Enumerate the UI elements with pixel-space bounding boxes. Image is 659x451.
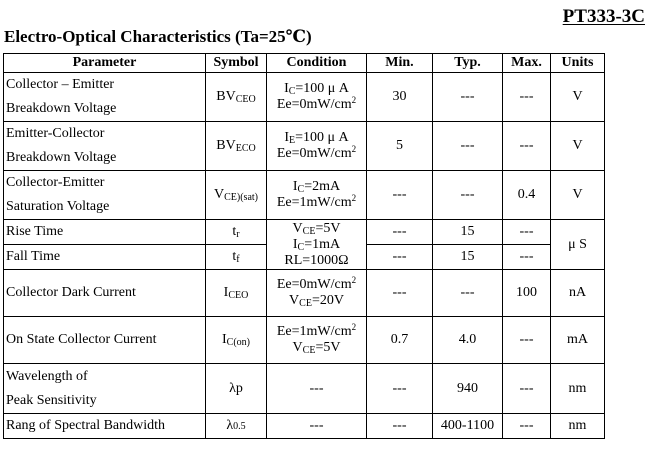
- min-cell: ---: [367, 245, 433, 270]
- condition-superscript: 2: [351, 144, 357, 154]
- condition-cell: [267, 122, 367, 171]
- table-row: [4, 122, 605, 171]
- parameter-cell: [4, 171, 206, 220]
- typ-cell: ---: [433, 171, 503, 220]
- typ-cell: ---: [433, 73, 503, 122]
- header-condition: Condition: [267, 54, 367, 73]
- parameter-text: Collector-Emitter: [6, 175, 105, 190]
- symbol-subscript: CEO: [228, 290, 249, 301]
- min-cell: ---: [367, 364, 433, 414]
- symbol-subscript: CE)(sat): [224, 192, 258, 203]
- condition-subscript: CE: [302, 345, 316, 356]
- parameter-cell: [4, 364, 206, 414]
- min-cell: ---: [367, 414, 433, 439]
- condition-subscript: CE: [302, 225, 316, 237]
- symbol-cell: [206, 270, 267, 317]
- condition-text: Ee=1mW/cm: [276, 195, 352, 210]
- unit-cell: nm: [551, 364, 605, 414]
- min-cell: 30: [367, 73, 433, 122]
- parameter-text: Collector – Emitter: [6, 77, 115, 92]
- symbol-cell: λp: [206, 364, 267, 414]
- condition-text: V: [292, 220, 303, 236]
- max-cell: ---: [503, 414, 551, 439]
- table-header-row: [4, 54, 605, 73]
- table-row: [4, 270, 605, 317]
- header-min: Min.: [367, 54, 433, 73]
- condition-cell: [267, 220, 367, 270]
- section-title: Electro-Optical Characteristics (Ta=25℃): [4, 27, 312, 46]
- condition-text: =20V: [311, 293, 344, 308]
- symbol-cell: [206, 414, 267, 439]
- symbol-cell: [206, 122, 267, 171]
- typ-cell: 15: [433, 245, 503, 270]
- symbol-subscript: CEO: [235, 94, 256, 105]
- condition-subscript: C: [288, 86, 296, 97]
- max-cell: ---: [503, 317, 551, 364]
- symbol-text: t: [232, 224, 237, 239]
- max-cell: ---: [503, 73, 551, 122]
- header-max: Max.: [503, 54, 551, 73]
- parameter-cell: Rise Time: [4, 220, 206, 245]
- max-cell: ---: [503, 220, 551, 245]
- max-cell: ---: [503, 245, 551, 270]
- table-row: [4, 414, 605, 439]
- electro-optical-table: [3, 53, 605, 439]
- condition-subscript: CE: [299, 298, 312, 309]
- condition-superscript: 2: [351, 322, 357, 332]
- condition-text: I: [284, 130, 290, 145]
- condition-text: =100 μ A: [295, 130, 349, 145]
- condition-text: =2mA: [304, 179, 341, 194]
- header-symbol: Symbol: [206, 54, 267, 73]
- symbol-text: BV: [216, 138, 236, 153]
- condition-text: =100 μ A: [295, 81, 349, 96]
- max-cell: 0.4: [503, 171, 551, 220]
- table-row: [4, 73, 605, 122]
- symbol-cell: [206, 317, 267, 364]
- parameter-cell: Collector Dark Current: [4, 270, 206, 317]
- symbol-text: V: [213, 187, 225, 202]
- condition-text: =1mA: [304, 236, 341, 252]
- symbol-text: t: [232, 249, 237, 264]
- min-cell: 0.7: [367, 317, 433, 364]
- parameter-text: Peak Sensitivity: [6, 392, 97, 408]
- unit-cell: nA: [551, 270, 605, 317]
- typ-cell: ---: [433, 122, 503, 171]
- symbol-subscript: f: [236, 254, 240, 265]
- condition-subscript: C: [297, 184, 305, 195]
- parameter-cell: [4, 122, 206, 171]
- min-cell: ---: [367, 220, 433, 245]
- parameter-text: Breakdown Voltage: [6, 101, 117, 116]
- condition-cell: [267, 317, 367, 364]
- header-typ: Typ.: [433, 54, 503, 73]
- unit-cell: V: [551, 171, 605, 220]
- condition-superscript: 2: [351, 275, 357, 285]
- symbol-cell: [206, 220, 267, 245]
- condition-text: I: [292, 236, 298, 252]
- unit-cell: V: [551, 122, 605, 171]
- parameter-text: Saturation Voltage: [6, 199, 110, 214]
- header-parameter: Parameter: [4, 54, 206, 73]
- condition-text: Ee=0mW/cm: [276, 146, 352, 161]
- table-row: [4, 364, 605, 414]
- condition-text: =5V: [315, 340, 341, 355]
- typ-cell: 4.0: [433, 317, 503, 364]
- min-cell: 5: [367, 122, 433, 171]
- parameter-cell: Fall Time: [4, 245, 206, 270]
- parameter-cell: [4, 73, 206, 122]
- condition-superscript: 2: [351, 95, 357, 105]
- symbol-text: I: [221, 332, 227, 347]
- symbol-subscript: ECO: [235, 143, 256, 154]
- condition-text: I: [284, 81, 289, 96]
- symbol-cell: [206, 171, 267, 220]
- max-cell: 100: [503, 270, 551, 317]
- symbol-subscript: 0.5: [233, 420, 246, 432]
- unit-cell: nm: [551, 414, 605, 439]
- condition-text: V: [292, 340, 303, 355]
- min-cell: ---: [367, 270, 433, 317]
- table-row: [4, 317, 605, 364]
- parameter-cell: On State Collector Current: [4, 317, 206, 364]
- header-units: Units: [551, 54, 605, 73]
- condition-cell: ---: [267, 414, 367, 439]
- condition-text: Ee=1mW/cm: [276, 324, 352, 339]
- symbol-text: I: [223, 285, 229, 300]
- symbol-cell: [206, 73, 267, 122]
- condition-cell: ---: [267, 364, 367, 414]
- table-row: [4, 171, 605, 220]
- max-cell: ---: [503, 122, 551, 171]
- symbol-cell: [206, 245, 267, 270]
- parameter-text: Wavelength of: [6, 368, 88, 384]
- condition-subscript: C: [297, 241, 305, 253]
- max-cell: ---: [503, 364, 551, 414]
- unit-cell: mA: [551, 317, 605, 364]
- condition-cell: [267, 171, 367, 220]
- condition-superscript: 2: [351, 193, 357, 203]
- part-number: PT333-3C: [562, 6, 645, 27]
- symbol-text: λ: [226, 417, 234, 433]
- condition-text: Ee=0mW/cm: [276, 277, 352, 292]
- condition-cell: [267, 270, 367, 317]
- condition-text: RL=1000Ω: [284, 252, 349, 268]
- typ-cell: 940: [433, 364, 503, 414]
- parameter-text: Breakdown Voltage: [6, 150, 117, 165]
- typ-cell: ---: [433, 270, 503, 317]
- condition-subscript: E: [289, 135, 296, 146]
- unit-cell: V: [551, 73, 605, 122]
- typ-cell: 15: [433, 220, 503, 245]
- condition-text: Ee=0mW/cm: [276, 97, 352, 112]
- symbol-subscript: r: [236, 229, 240, 240]
- unit-cell: μ S: [551, 220, 605, 270]
- symbol-text: BV: [216, 89, 236, 104]
- condition-cell: [267, 73, 367, 122]
- symbol-subscript: C(on): [226, 337, 250, 348]
- condition-text: V: [289, 293, 300, 308]
- min-cell: ---: [367, 171, 433, 220]
- condition-text: =5V: [315, 220, 341, 236]
- parameter-text: Emitter-Collector: [6, 126, 105, 141]
- typ-cell: 400-1100: [433, 414, 503, 439]
- condition-text: I: [292, 179, 298, 194]
- parameter-cell: Rang of Spectral Bandwidth: [4, 414, 206, 439]
- table-row: [4, 220, 605, 245]
